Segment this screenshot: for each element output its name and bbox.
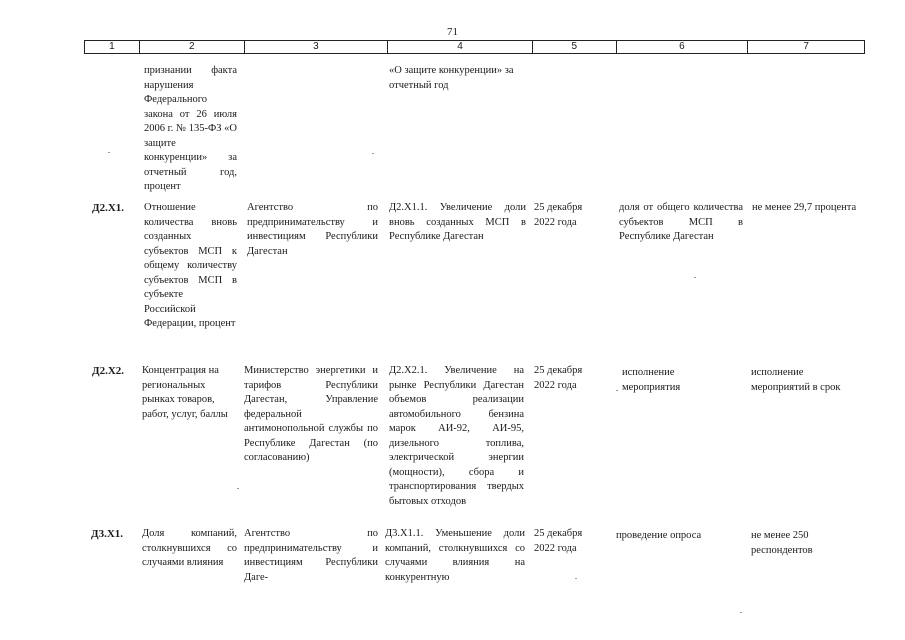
row2-indicator: Концентрация на региональных рынках товаров, работ, услуг, баллы bbox=[142, 365, 228, 420]
header-col-3: 3 bbox=[245, 41, 389, 53]
row1-code: Д2.Х1. bbox=[92, 202, 125, 214]
scan-speck bbox=[616, 390, 618, 391]
row3-measure: Д3.Х1.1. Уменьшение доли компаний, столкнувшихся со случаями влияния на конкурентную bbox=[385, 528, 525, 583]
header-col-4: 4 bbox=[388, 41, 533, 53]
scan-speck bbox=[237, 488, 239, 489]
header-col-6: 6 bbox=[617, 41, 749, 53]
header-col-5: 5 bbox=[533, 41, 617, 53]
page-number: 71 bbox=[447, 26, 458, 38]
scan-speck bbox=[108, 152, 110, 153]
row1-executor: Агентство по предпринимательству и инвестициям Республики Дагестан bbox=[247, 202, 378, 257]
row2-deadline: 25 декабря 2022 года bbox=[534, 365, 583, 391]
row2-code: Д2.Х2. bbox=[92, 365, 125, 377]
row1-measure: Д2.Х1.1. Увеличение доли вновь созданных МСП в Республике Дагестан bbox=[389, 202, 526, 242]
header-col-2: 2 bbox=[140, 41, 245, 53]
row3-deadline: 25 декабря 2022 года bbox=[534, 528, 583, 554]
row2-value: исполнение мероприятий в срок bbox=[751, 367, 841, 393]
row2-measure: Д2.Х2.1. Увеличение на рынке Республики Дагестан объемов реализации автомобильного бензина марок АИ-92, АИ-95, дизельного топлива, электрической энергии (мощности), сбора и транспортирования твердых бытовых отходов bbox=[389, 365, 524, 507]
row3-indicator: Доля компаний, столкнувшихся со случаями влияния bbox=[142, 528, 237, 568]
scan-speck bbox=[740, 612, 742, 613]
table-header bbox=[84, 40, 865, 54]
row3-executor: Агентство по предпринимательству и инвестициям Республики Даге- bbox=[244, 528, 378, 583]
header-col-7: 7 bbox=[803, 41, 809, 52]
header-col-1: 1 bbox=[85, 41, 140, 53]
row3-code: Д3.Х1. bbox=[91, 528, 124, 540]
row2-executor: Министерство энергетики и тарифов Республики Дагестан, Управление федеральной антимонопольной службы по Республике Дагестан (по согласованию) bbox=[244, 365, 378, 463]
row3-result: проведение опроса bbox=[616, 530, 702, 541]
scan-speck bbox=[372, 153, 374, 154]
row1-result: доля от общего количества субъектов МСП в Республике Дагестан bbox=[619, 202, 743, 242]
scan-speck bbox=[575, 578, 577, 579]
row2-result: исполнение мероприятия bbox=[622, 367, 681, 393]
row3-value: не менее 250 респондентов bbox=[751, 530, 813, 556]
row1-indicator: Отношение количества вновь созданных субъектов МСП к общему количеству субъектов МСП в субъекте Российской Федерации, процент bbox=[144, 202, 237, 329]
row1-value: не менее 29,7 процента bbox=[752, 202, 857, 213]
row0-indicator: признании факта нарушения Федерального закона от 26 июля 2006 г. № 135-ФЗ «О защите конкуренции» за отчетный год, процент bbox=[144, 65, 237, 192]
row0-measure: «О защите конкуренции» за отчетный год bbox=[389, 65, 514, 91]
scan-speck bbox=[694, 277, 696, 278]
row1-deadline: 25 декабря 2022 года bbox=[534, 202, 583, 228]
